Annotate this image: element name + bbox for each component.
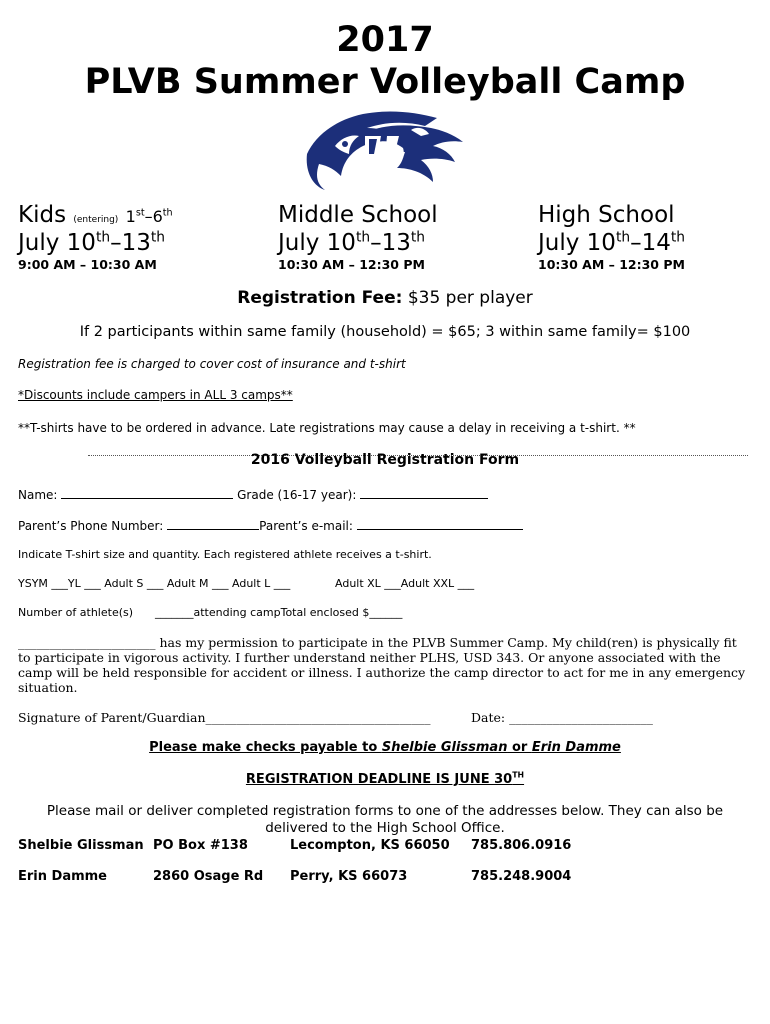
insurance-note: Registration fee is charged to cover cost of insurance and t-shirt	[18, 357, 406, 371]
name-grade-row	[18, 486, 488, 502]
phone-email-row	[18, 517, 523, 533]
payment-or: or	[507, 740, 532, 755]
email-label: Parent’s e-mail:	[259, 519, 353, 533]
contact-2-address: 2860 Osage Rd	[153, 869, 264, 884]
kids-camp-heading	[18, 202, 173, 233]
kids-entering-label: (entering)	[73, 215, 119, 225]
deadline-text: REGISTRATION DEADLINE IS JUNE 30	[245, 772, 513, 787]
payment-prefix: Please make checks payable to	[149, 740, 382, 755]
title-year: 2017	[336, 20, 434, 60]
high-school-label: High School	[538, 202, 675, 228]
registration-fee-line	[0, 288, 770, 308]
registration-fee-label: Registration Fee:	[237, 288, 403, 308]
signature-field[interactable]: Signature of Parent/Guardian____________________________________	[18, 710, 431, 725]
high-date-b: –14	[630, 230, 671, 256]
athlete-count-field[interactable]	[155, 606, 402, 619]
high-school-time: 10:30 AM – 12:30 PM	[538, 257, 685, 272]
middle-date-b: –13	[370, 230, 411, 256]
eagle-plvb-logo-icon	[305, 106, 465, 190]
phone-label: Parent’s Phone Number:	[18, 519, 164, 533]
contact-1-address: PO Box #138	[153, 838, 248, 853]
high-date-b-sup: th	[670, 229, 686, 246]
kids-grade-start-sup: st	[135, 207, 145, 219]
grade-field[interactable]	[360, 486, 488, 499]
middle-date-a: July 10	[278, 230, 356, 256]
kids-date-a: July 10	[18, 230, 96, 256]
contact-2-city: Perry, KS 66073	[290, 869, 408, 884]
tshirt-instruction: Indicate T-shirt size and quantity. Each registered athlete receives a t-shirt.	[18, 548, 432, 561]
athlete-count-label: Number of athlete(s)	[18, 606, 134, 619]
middle-school-label: Middle School	[278, 202, 438, 228]
name-field[interactable]	[61, 486, 233, 499]
attending-label: attending camp	[193, 606, 281, 619]
kids-date-b: –13	[110, 230, 151, 256]
permission-statement	[18, 635, 753, 695]
registration-fee-amount: $35 per player	[407, 288, 533, 308]
high-school-dates	[538, 230, 685, 256]
kids-time: 9:00 AM – 10:30 AM	[18, 257, 157, 272]
contact-1-city: Lecompton, KS 66050	[290, 838, 450, 853]
athlete-count-blank[interactable]: _______	[155, 606, 194, 619]
page-title: PLVB Summer Volleyball Camp	[84, 62, 686, 102]
mail-instruction: Please mail or deliver completed registration forms to one of the addresses below. They can also be delivered to the High School Office.	[46, 803, 724, 836]
high-date-a: July 10	[538, 230, 616, 256]
middle-date-b-sup: th	[410, 229, 426, 246]
date-field[interactable]: Date: _______________________	[471, 710, 653, 725]
payee-1: Shelbie Glissman	[381, 740, 508, 755]
tshirt-note: **T-shirts have to be ordered in advance. Late registrations may cause a delay in receiving a t-shirt. **	[18, 421, 636, 435]
family-pricing: If 2 participants within same family (household) = $65; 3 within same family= $100	[79, 324, 691, 340]
total-enclosed-label: Total enclosed $______	[280, 606, 403, 619]
middle-school-dates	[278, 230, 425, 256]
contact-2-name: Erin Damme	[18, 869, 108, 884]
kids-dates	[18, 230, 165, 256]
middle-school-time: 10:30 AM – 12:30 PM	[278, 257, 425, 272]
tshirt-sizes-adult[interactable]: Adult XL ___Adult XXL ___	[335, 577, 475, 590]
kids-date-b-sup: th	[150, 229, 166, 246]
registration-deadline	[0, 772, 770, 787]
permission-text: has my permission to participate in the PLVB Summer Camp. My child(ren) is physically fit to participate in vigorous activity. I further understand neither PLHS, USD 343. Or anyone associated with the camp will be held responsible for accident or illness. I authorize the camp director to act for me in any emergency situation.	[18, 635, 746, 695]
tshirt-sizes-youth[interactable]: YSYM ___YL ___ Adult S ___ Adult M ___ Adult L ___	[18, 577, 291, 590]
form-title: 2016 Volleyball Registration Form	[250, 452, 520, 468]
contact-2-phone: 785.248.9004	[471, 869, 572, 884]
kids-date-a-sup: th	[95, 229, 111, 246]
discount-note: *Discounts include campers in ALL 3 camps**	[18, 388, 293, 402]
middle-date-a-sup: th	[355, 229, 371, 246]
kids-label: Kids	[18, 202, 67, 228]
kids-grade-sep: –6	[144, 207, 163, 226]
deadline-sup: TH	[512, 770, 525, 780]
contact-1-name: Shelbie Glissman	[18, 838, 144, 853]
name-label: Name:	[18, 488, 58, 502]
grade-label: Grade (16-17 year):	[237, 488, 357, 502]
payment-note	[0, 740, 770, 755]
child-name-field[interactable]: ______________________	[18, 635, 156, 650]
high-date-a-sup: th	[615, 229, 631, 246]
payee-2: Erin Damme	[531, 740, 621, 755]
kids-grade-start: 1	[125, 207, 136, 226]
email-field[interactable]	[357, 517, 523, 530]
kids-grade-end-sup: th	[162, 207, 173, 219]
phone-field[interactable]	[167, 517, 259, 530]
contact-1-phone: 785.806.0916	[471, 838, 572, 853]
